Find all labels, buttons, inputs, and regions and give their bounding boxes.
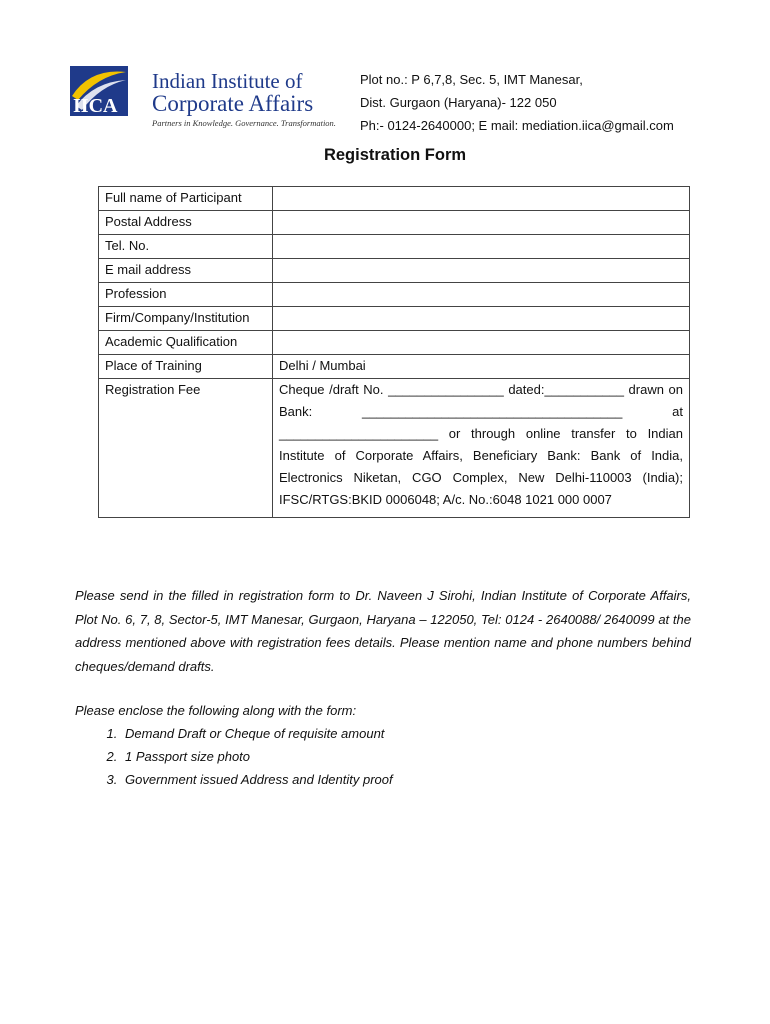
field-label: Academic Qualification: [99, 331, 273, 355]
list-item: 2. 1 Passport size photo: [121, 745, 393, 768]
address-line: Dist. Gurgaon (Haryana)- 122 050: [360, 95, 557, 110]
table-row: [99, 211, 690, 235]
logo-tagline: Partners in Knowledge. Governance. Transformation.: [152, 118, 336, 128]
table-row: [99, 235, 690, 259]
list-item: 3. Government issued Address and Identity proof: [121, 768, 393, 791]
firm-company-field[interactable]: [273, 307, 690, 331]
field-label: Registration Fee: [99, 379, 273, 518]
table-row: [99, 379, 690, 518]
table-row: [99, 283, 690, 307]
address-line: Ph:- 0124-2640000; E mail: mediation.iica@gmail.com: [360, 118, 674, 133]
address-line: Plot no.: P 6,7,8, Sec. 5, IMT Manesar,: [360, 72, 583, 87]
field-label: Full name of Participant: [99, 187, 273, 211]
field-label: E mail address: [99, 259, 273, 283]
table-row: [99, 259, 690, 283]
enclosure-intro: Please enclose the following along with the form:: [75, 703, 357, 718]
email-field[interactable]: [273, 259, 690, 283]
logo-name-line2: Corporate Affairs: [152, 91, 314, 116]
field-label: Profession: [99, 283, 273, 307]
registration-fee-field[interactable]: Cheque /draft No. ________________ dated:___________ drawn on Bank: ____________________________________ at ______________________ or through online transfer to Indian Institute of Corporate Affairs, Beneficiary Bank: Bank of India, Electronics Niketan, CGO Complex, New Delhi-110003 (India); IFSC/RTGS:BKID 0006048; A/c. No.:6048 1021 000 0007: [273, 379, 690, 518]
logo-mark-text: IICA: [73, 95, 118, 116]
field-label: Tel. No.: [99, 235, 273, 259]
iica-logo: [70, 66, 355, 130]
field-label: Place of Training: [99, 355, 273, 379]
place-of-training-field[interactable]: Delhi / Mumbai: [273, 355, 690, 379]
institute-address: [360, 68, 674, 137]
enclosure-list: [75, 722, 393, 791]
iica-logo-mark: [70, 66, 128, 116]
list-item: 1. Demand Draft or Cheque of requisite amount: [121, 722, 393, 745]
table-row: [99, 331, 690, 355]
table-row: [99, 355, 690, 379]
table-row: [99, 187, 690, 211]
logo-name-line1: Indian Institute of: [152, 69, 303, 93]
table-row: [99, 307, 690, 331]
submission-instructions: Please send in the filled in registration form to Dr. Naveen J Sirohi, Indian Institute of Corporate Affairs, Plot No. 6, 7, 8, Sector-5, IMT Manesar, Gurgaon, Haryana – 122050, Tel: 0124 - 2640088/ 2640099 at the address mentioned above with registration fees details. Please mention name and phone numbers behind cheques/demand drafts.: [75, 588, 691, 674]
field-label: Postal Address: [99, 211, 273, 235]
field-label: Firm/Company/Institution: [99, 307, 273, 331]
enclosure-section: [75, 699, 393, 791]
postal-address-field[interactable]: [273, 211, 690, 235]
full-name-field[interactable]: [273, 187, 690, 211]
profession-field[interactable]: [273, 283, 690, 307]
page-title: Registration Form: [323, 146, 467, 164]
academic-qualification-field[interactable]: [273, 331, 690, 355]
registration-table: [98, 186, 690, 518]
tel-no-field[interactable]: [273, 235, 690, 259]
